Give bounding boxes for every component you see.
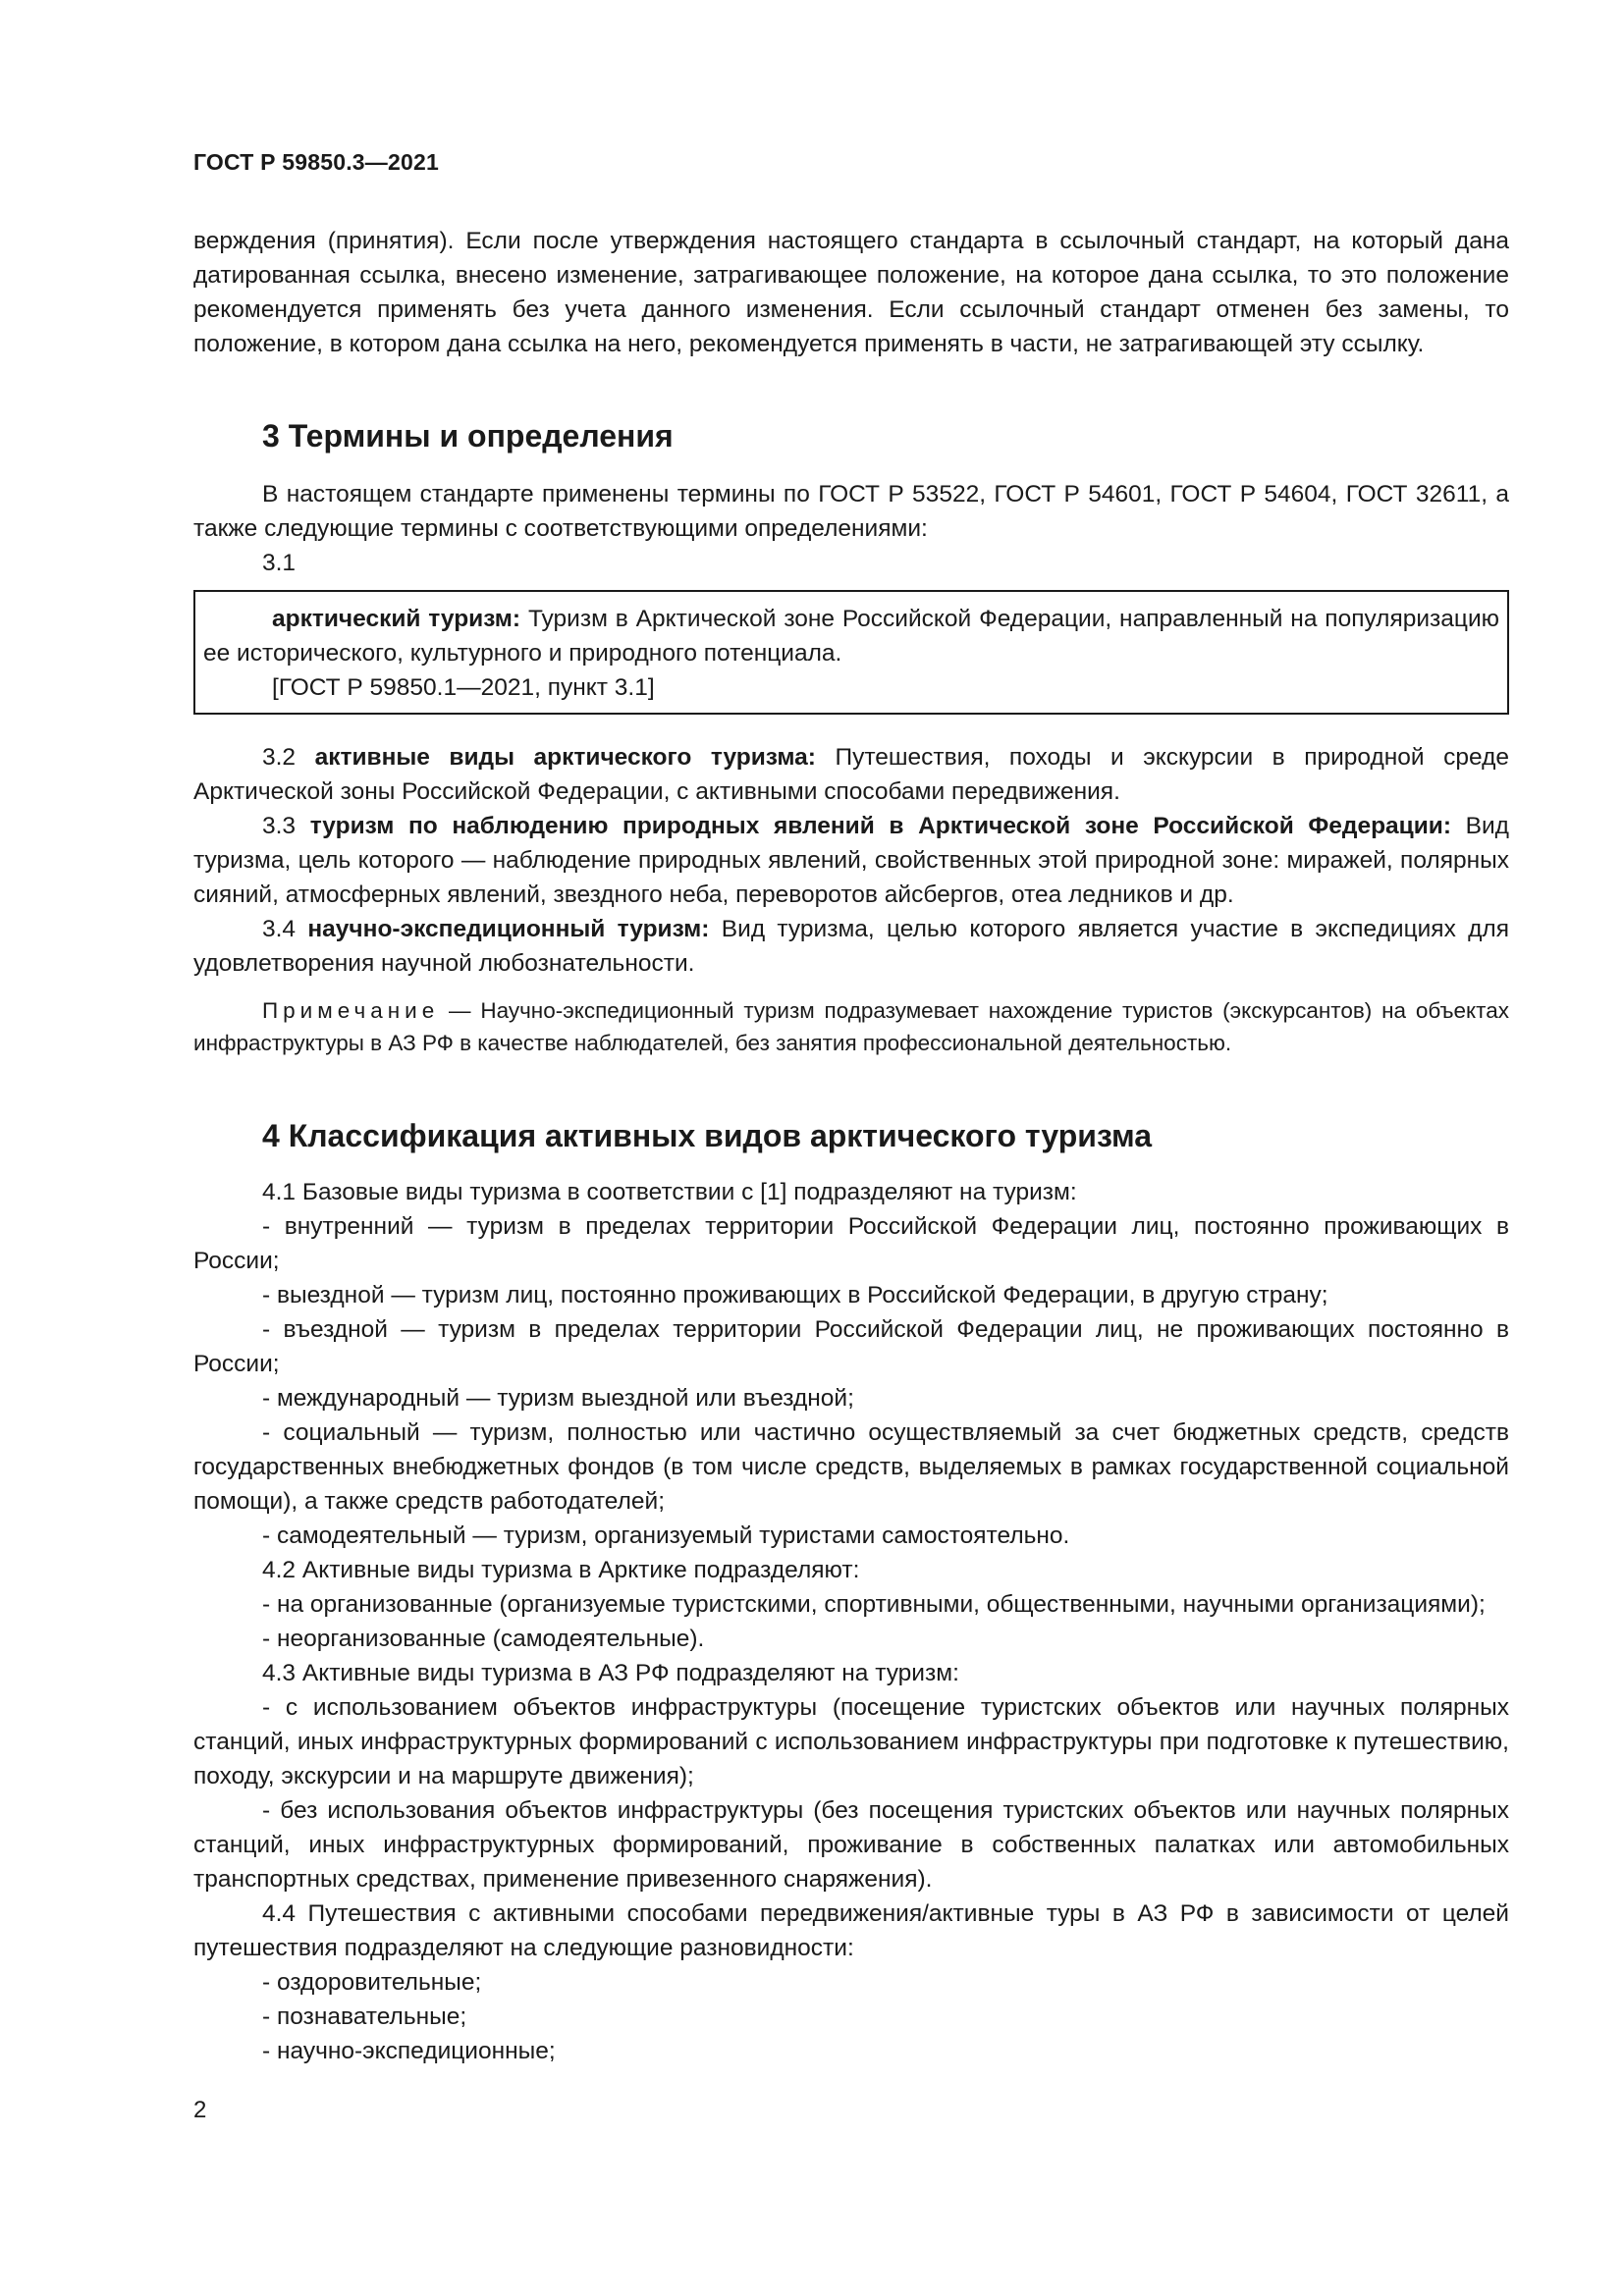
term-3-4-paragraph xyxy=(193,912,1509,981)
section-4-paragraph: 4.4 Путешествия с активными способами передвижения/активные туры в АЗ РФ в зависимости от целей путешествия подразделяют на следующие разновидности: xyxy=(193,1900,1509,1961)
term-3-2-paragraph xyxy=(193,740,1509,809)
term-3-1-number: 3.1 xyxy=(262,550,297,576)
section-4-paragraph: - научно-экспедиционные; xyxy=(262,2038,556,2064)
section-4-paragraph: - познавательные; xyxy=(262,2003,467,2030)
section-4-paragraph: 4.1 Базовые виды туризма в соответствии с [1] подразделяют на туризм: xyxy=(262,1179,1077,1205)
term-3-2-definition: Путешествия, походы и экскурсии в природной среде Арктической зоны Российской Федерации, с активными способами передвижения. xyxy=(193,744,1510,805)
section-4-paragraph: 4.3 Активные виды туризма в АЗ РФ подразделяют на туризм: xyxy=(262,1660,959,1686)
section-4-body xyxy=(193,1175,1509,2068)
term-3-3-paragraph xyxy=(193,809,1509,912)
document-code-header: ГОСТ Р 59850.3—2021 xyxy=(193,149,439,175)
section-4-paragraph: - самодеятельный — туризм, организуемый туристами самостоятельно. xyxy=(262,1522,1070,1549)
section-4-paragraph: - неорганизованные (самодеятельные). xyxy=(262,1626,705,1652)
term-3-1-name: арктический туризм: xyxy=(272,606,521,632)
section-4-paragraph: - въездной — туризм в пределах территории Российской Федерации лиц, не проживающих постоянно в России; xyxy=(193,1316,1509,1377)
page-content xyxy=(193,224,1509,2068)
section-4-paragraph: - международный — туризм выездной или въездной; xyxy=(262,1385,854,1412)
term-3-2-name: активные виды арктического туризма: xyxy=(314,744,816,771)
section-4-paragraph: - оздоровительные; xyxy=(262,1969,482,1996)
term-3-3-definition: Вид туризма, цель которого — наблюдение природных явлений, свойственных этой природной зоне: миражей, полярных сияний, атмосферных явлений, звездного неба, переворотов айсбергов, отеа ледников и др. xyxy=(193,813,1509,908)
term-3-3-name: туризм по наблюдению природных явлений в Арктической зоне Российской Федерации: xyxy=(309,813,1452,839)
note-label: Примечание xyxy=(262,998,440,1023)
term-3-2-number: 3.2 xyxy=(262,744,297,771)
terms-list xyxy=(193,740,1509,981)
section-4-paragraph: - социальный — туризм, полностью или частично осуществляемый за счет бюджетных средств, средств государственных внебюджетных фондов (в том числе средств, выделяемых в рамках государственной социальной помощи), а также средств работодателей; xyxy=(193,1419,1509,1515)
term-3-1-source: [ГОСТ Р 59850.1—2021, пункт 3.1] xyxy=(272,674,655,701)
term-3-4-name: научно-экспедиционный туризм: xyxy=(307,916,710,942)
section-4-heading: 4 Классификация активных видов арктического туризма xyxy=(262,1118,1153,1153)
section-3-heading: 3 Термины и определения xyxy=(262,418,674,454)
page-number: 2 xyxy=(193,2097,207,2123)
term-3-4-definition: Вид туризма, целью которого является участие в экспедициях для удовлетворения научной любознательности. xyxy=(193,916,1509,977)
intro-continuation-paragraph: верждения (принятия). Если после утверждения настоящего стандарта в ссылочный стандарт, на который дана датированная ссылка, внесено изменение, затрагивающее положение, на которое дана ссылка, то это положение рекомендуется применять без учета данного изменения. Если ссылочный стандарт отменен без замены, то положение, в котором дана ссылка на него, рекомендуется применять в части, не затрагивающей эту ссылку. xyxy=(193,228,1509,357)
term-3-1-definition: Туризм в Арктической зоне Российской Федерации, направленный на популяризацию ее исторического, культурного и природного потенциала. xyxy=(203,606,1500,667)
section-4-paragraph: - с использованием объектов инфраструктуры (посещение туристских объектов или научных полярных станций, иных инфраструктурных формирований с использованием инфраструктуры при подготовке к путешествию, походу, экскурсии и на маршруте движения); xyxy=(193,1694,1509,1789)
section-3-intro-paragraph: В настоящем стандарте применены термины по ГОСТ Р 53522, ГОСТ Р 54601, ГОСТ Р 54604, ГОСТ 32611, а также следующие термины с соответствующими определениями: xyxy=(193,481,1509,542)
section-4-paragraph: - выездной — туризм лиц, постоянно проживающих в Российской Федерации, в другую страну; xyxy=(262,1282,1328,1308)
note-text: — Научно-экспедиционный туризм подразумевает нахождение туристов (экскурсантов) на объектах инфраструктуры в АЗ РФ в качестве наблюдателей, без занятия профессиональной деятельностью. xyxy=(193,998,1509,1055)
term-3-1-definition-box xyxy=(193,590,1509,715)
note-paragraph xyxy=(193,994,1509,1059)
term-3-3-number: 3.3 xyxy=(262,813,297,839)
section-4-paragraph: - без использования объектов инфраструктуры (без посещения туристских объектов или научных полярных станций, иных инфраструктурных формирований, проживание в собственных палатках или автомобильных транспортных средствах, применение привезенного снаряжения). xyxy=(193,1797,1509,1893)
term-3-1-paragraph xyxy=(203,602,1499,670)
section-4-paragraph: - внутренний — туризм в пределах территории Российской Федерации лиц, постоянно проживающих в России; xyxy=(193,1213,1509,1274)
term-3-4-number: 3.4 xyxy=(262,916,297,942)
section-4-paragraph: 4.2 Активные виды туризма в Арктике подразделяют: xyxy=(262,1557,860,1583)
section-4-paragraph: - на организованные (организуемые туристскими, спортивными, общественными, научными организациями); xyxy=(262,1591,1486,1618)
